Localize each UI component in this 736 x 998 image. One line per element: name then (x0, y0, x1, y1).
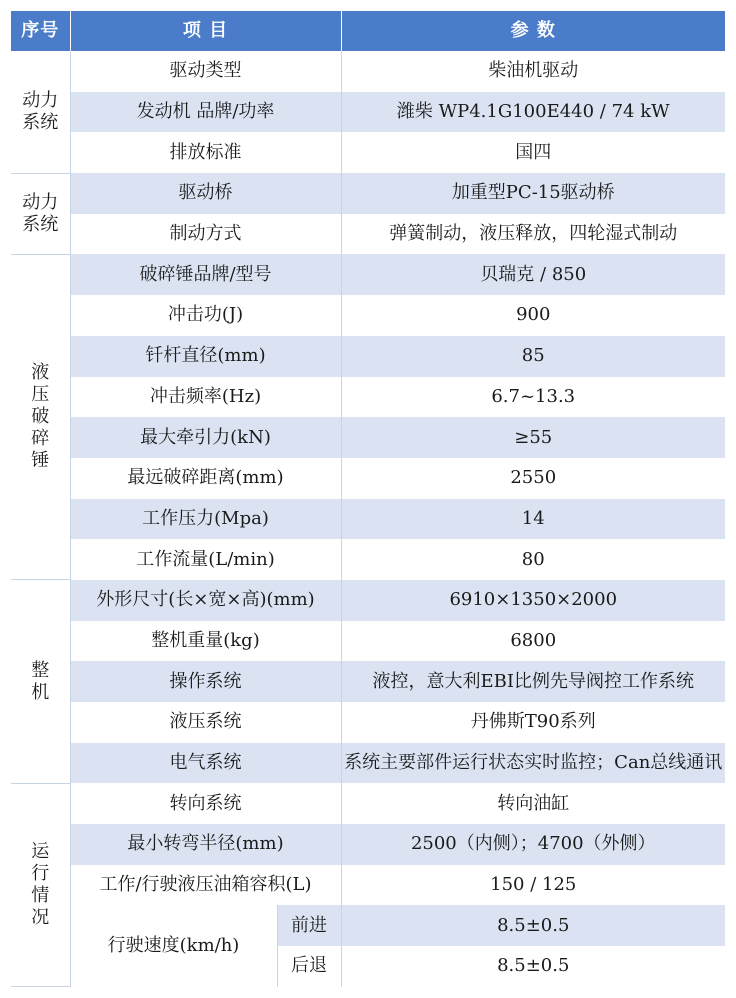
row-item: 电气系统 (70, 743, 341, 784)
row-item: 制动方式 (70, 214, 341, 255)
table-row (11, 865, 725, 906)
row-item: 整机重量(kg) (70, 621, 341, 662)
table-row (11, 458, 725, 499)
row-value: 6800 (341, 621, 725, 662)
row-value: 2500（内侧）；4700（外侧） (341, 824, 725, 865)
row-item: 破碎锤品牌/型号 (70, 254, 341, 295)
speed-forward-value: 8.5±0.5 (341, 905, 725, 946)
row-value: 14 (341, 499, 725, 540)
table-row (11, 214, 725, 255)
row-value: 900 (341, 295, 725, 336)
table-row (11, 743, 725, 784)
row-value: 6.7~13.3 (341, 377, 725, 418)
row-item: 操作系统 (70, 661, 341, 702)
table-row (11, 499, 725, 540)
row-value: 150 / 125 (341, 865, 725, 906)
row-value: 转向油缸 (341, 783, 725, 824)
header-seq: 序号 (11, 11, 70, 51)
row-item: 最小转弯半径(mm) (70, 824, 341, 865)
table-row (11, 336, 725, 377)
table-row (11, 539, 725, 580)
group-label: 动力系统 (11, 173, 70, 254)
table-row (11, 132, 725, 173)
table-row (11, 254, 725, 295)
row-item: 转向系统 (70, 783, 341, 824)
row-value: 弹簧制动，液压释放，四轮湿式制动 (341, 214, 725, 255)
table-row (11, 173, 725, 214)
table-row (11, 417, 725, 458)
row-value: 加重型PC-15驱动桥 (341, 173, 725, 214)
row-item: 冲击功(J) (70, 295, 341, 336)
row-item: 最远破碎距离(mm) (70, 458, 341, 499)
spec-table (11, 11, 725, 987)
row-item: 驱动桥 (70, 173, 341, 214)
table-row (11, 92, 725, 133)
row-item: 冲击频率(Hz) (70, 377, 341, 418)
speed-forward-label: 前进 (277, 905, 341, 946)
row-item: 工作压力(Mpa) (70, 499, 341, 540)
group-label: 液压破碎锤 (11, 254, 70, 580)
table-header-row (11, 11, 725, 51)
row-value: 丹佛斯T90系列 (341, 702, 725, 743)
speed-reverse-label: 后退 (277, 946, 341, 987)
table-row (11, 51, 725, 92)
row-item: 工作流量(L/min) (70, 539, 341, 580)
row-item: 液压系统 (70, 702, 341, 743)
row-item: 发动机 品牌/功率 (70, 92, 341, 133)
row-value: 80 (341, 539, 725, 580)
group-label: 整机 (11, 580, 70, 783)
table-row (11, 905, 725, 946)
row-item: 最大牵引力(kN) (70, 417, 341, 458)
group-label: 运行情况 (11, 783, 70, 986)
table-row (11, 702, 725, 743)
row-value: 国四 (341, 132, 725, 173)
table-row (11, 661, 725, 702)
speed-item: 行驶速度(km/h) (70, 905, 277, 986)
speed-reverse-value: 8.5±0.5 (341, 946, 725, 987)
row-value: 液控，意大利EBI比例先导阀控工作系统 (341, 661, 725, 702)
table-row (11, 580, 725, 621)
row-item: 外形尺寸(长×宽×高)(mm) (70, 580, 341, 621)
row-value: 6910×1350×2000 (341, 580, 725, 621)
group-label: 动力系统 (11, 51, 70, 173)
table-row (11, 783, 725, 824)
table-row (11, 377, 725, 418)
row-value: 潍柴 WP4.1G100E440 / 74 kW (341, 92, 725, 133)
header-param: 参 数 (341, 11, 725, 51)
row-value: 2550 (341, 458, 725, 499)
row-value: 系统主要部件运行状态实时监控；Can总线通讯 (341, 743, 725, 784)
row-item: 钎杆直径(mm) (70, 336, 341, 377)
table-row (11, 824, 725, 865)
table-row (11, 621, 725, 662)
table-row (11, 295, 725, 336)
header-item: 项 目 (70, 11, 341, 51)
row-item: 排放标准 (70, 132, 341, 173)
row-value: 85 (341, 336, 725, 377)
row-value: 柴油机驱动 (341, 51, 725, 92)
row-item: 工作/行驶液压油箱容积(L) (70, 865, 341, 906)
row-item: 驱动类型 (70, 51, 341, 92)
row-value: 贝瑞克 / 850 (341, 254, 725, 295)
row-value: ≥55 (341, 417, 725, 458)
